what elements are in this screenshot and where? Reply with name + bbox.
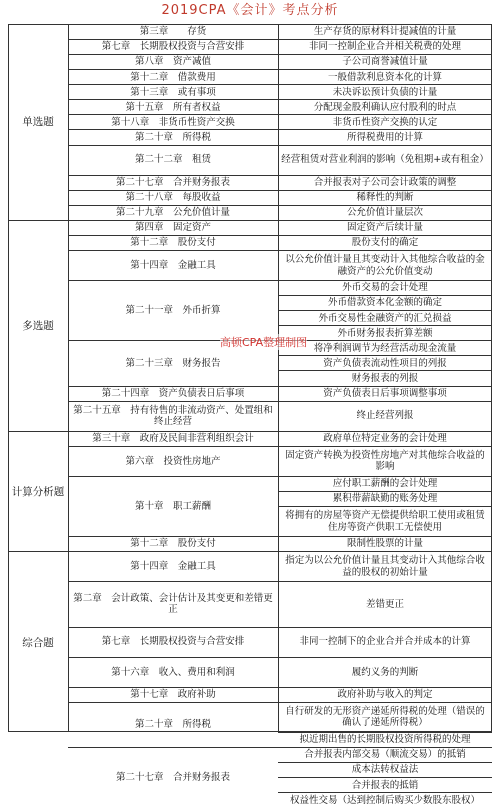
exam-point-cell: 所得税费用的计算: [278, 129, 492, 144]
exam-point-cell: 经营租赁对营业利润的影响（免租期+或有租金）: [278, 145, 492, 175]
chapter-cell: 第十章 职工薪酬: [68, 476, 278, 536]
chapter-cell: 第十二章 股份支付: [68, 235, 278, 250]
exam-point-cell: 将净利润调节为经营活动现金流量: [278, 340, 492, 355]
exam-point-cell: 指定为以公允价值计量且其变动计入其他综合收益的股权的初始计量: [278, 551, 492, 581]
chapter-cell: 第七章 长期股权投资与合营安排: [68, 39, 278, 54]
chapter-cell: 第七章 长期股权投资与合营安排: [68, 627, 278, 657]
exam-point-cell: 资产负债表日后事项调整事项: [278, 386, 492, 401]
exam-point-cell: 应付职工薪酬的会计处理: [278, 476, 492, 491]
chapter-cell: 第十二章 股份支付: [68, 536, 278, 551]
exam-point-cell: 未决诉讼预计负债的计量: [278, 84, 492, 99]
chapter-cell: 第三十章 政府及民间非营利组织会计: [68, 431, 278, 446]
exam-point-cell: 合并报表内部交易（顺流交易）的抵销: [278, 747, 492, 762]
exam-point-cell: 以公允价值计量且其变动计入其他综合收益的金融资产的公允价值变动: [278, 250, 492, 280]
column-divider: [278, 24, 279, 732]
exam-point-cell: 累积带薪缺勤的账务处理: [278, 491, 492, 506]
exam-point-cell: 自行研发的无形资产递延所得税的处理（错误的确认了递延所得税）: [278, 702, 492, 732]
exam-point-cell: 外币财务报表折算差额: [278, 325, 492, 340]
exam-point-cell: 将拥有的房屋等资产无偿提供给职工使用或租赁住房等资产供职工无偿使用: [278, 506, 492, 536]
exam-analysis-table: [8, 24, 492, 806]
exam-point-cell: 稀释性的判断: [278, 190, 492, 205]
question-type-cell: 综合题: [8, 551, 68, 732]
exam-point-cell: 一般借款利息资本化的计算: [278, 69, 492, 84]
exam-point-cell: 合并报表的抵销: [278, 777, 492, 792]
chapter-cell: 第十八章 非货币性资产交换: [68, 114, 278, 129]
exam-point-cell: 政府补助与收入的判定: [278, 687, 492, 702]
exam-point-cell: 外币交易的会计处理: [278, 280, 492, 295]
chapter-cell: 第二十七章 合并财务报表: [68, 747, 278, 807]
exam-point-cell: 财务报表的列报: [278, 370, 492, 385]
page-title: 2019CPA《会计》考点分析: [161, 3, 339, 18]
exam-point-cell: 合并报表对子公司会计政策的调整: [278, 175, 492, 190]
chapter-cell: 第二十五章 持有待售的非流动资产、处置组和终止经营: [68, 401, 278, 431]
exam-point-cell: 政府单位特定业务的会计处理: [278, 431, 492, 446]
chapter-cell: 第十四章 金融工具: [68, 551, 278, 581]
exam-point-cell: 外币交易性金融资产的汇兑损益: [278, 310, 492, 325]
exam-point-cell: 拟近期出售的长期股权投资所得税的处理: [278, 732, 492, 747]
exam-point-cell: 生产存货的原材料计提减值的计量: [313, 25, 457, 37]
exam-point-cell: 履约义务的判断: [278, 657, 492, 687]
exam-point-cell: 成本法转权益法: [278, 762, 492, 777]
chapter-cell: 第十四章 金融工具: [68, 250, 278, 280]
chapter-cell: 第八章 资产减值: [68, 54, 278, 69]
exam-point-cell: 公允价值计量层次: [278, 205, 492, 220]
exam-point-cell: 分配现金股利确认应付股利的时点: [278, 99, 492, 114]
chapter-cell: 第二十章 所得税: [68, 702, 278, 747]
chapter-cell: 第二十八章 每股收益: [68, 190, 278, 205]
chapter-cell: 第二十七章 合并财务报表: [68, 175, 278, 190]
exam-point-cell: 非货币性资产交换的认定: [278, 114, 492, 129]
chapter-cell: 第二章 会计政策、会计估计及其变更和差错更正: [68, 581, 278, 626]
chapter-cell: 第十六章 收入、费用和利润: [68, 657, 278, 687]
exam-point-cell: 限制性股票的计量: [278, 536, 492, 551]
question-type-cell: 多选题: [8, 220, 68, 431]
chapter-cell: 第六章 投资性房地产: [68, 446, 278, 476]
chapter-cell: 第二十三章 财务报告: [68, 340, 278, 385]
question-type-cell: 单选题: [22, 116, 54, 129]
chapter-cell: 第四章 固定资产: [68, 220, 278, 235]
exam-point-cell: 非同一控制下的企业合并合并成本的计算: [278, 627, 492, 657]
exam-point-cell: 外币借款资本化金额的确定: [278, 295, 492, 310]
chapter-cell: 第二十九章 公允价值计量: [68, 205, 278, 220]
watermark: 高顿CPA整理制图: [220, 336, 308, 349]
chapter-cell: 第二十一章 外币折算: [68, 280, 278, 340]
chapter-cell: 第十三章 或有事项: [68, 84, 278, 99]
chapter-cell: 第十五章 所有者权益: [68, 99, 278, 114]
exam-point-cell: 固定资产后续计量: [278, 220, 492, 235]
exam-point-cell: 权益性交易（达到控制后购买少数股东股权）: [278, 792, 492, 807]
question-type-cell: 计算分析题: [8, 431, 68, 552]
chapter-cell: 第十二章 借款费用: [68, 69, 278, 84]
column-divider: [68, 24, 69, 732]
chapter-cell: 第二十二章 租赁: [68, 145, 278, 175]
exam-point-cell: 股份支付的确定: [278, 235, 492, 250]
chapter-cell: 第十七章 政府补助: [68, 687, 278, 702]
exam-point-cell: 资产负债表流动性项目的列报: [278, 355, 492, 370]
exam-point-cell: 差错更正: [278, 581, 492, 626]
exam-point-cell: 终止经营列报: [278, 401, 492, 431]
exam-point-cell: 固定资产转换为投资性房地产对其他综合收益的影响: [278, 446, 492, 476]
chapter-cell: 第二十章 所得税: [68, 129, 278, 144]
chapter-cell: 第三章 存货: [139, 25, 207, 37]
exam-point-cell: 非同一控制企业合并相关税费的处理: [278, 39, 492, 54]
exam-point-cell: 子公司商誉减值计量: [278, 54, 492, 69]
chapter-cell: 第二十四章 资产负债表日后事项: [68, 386, 278, 401]
